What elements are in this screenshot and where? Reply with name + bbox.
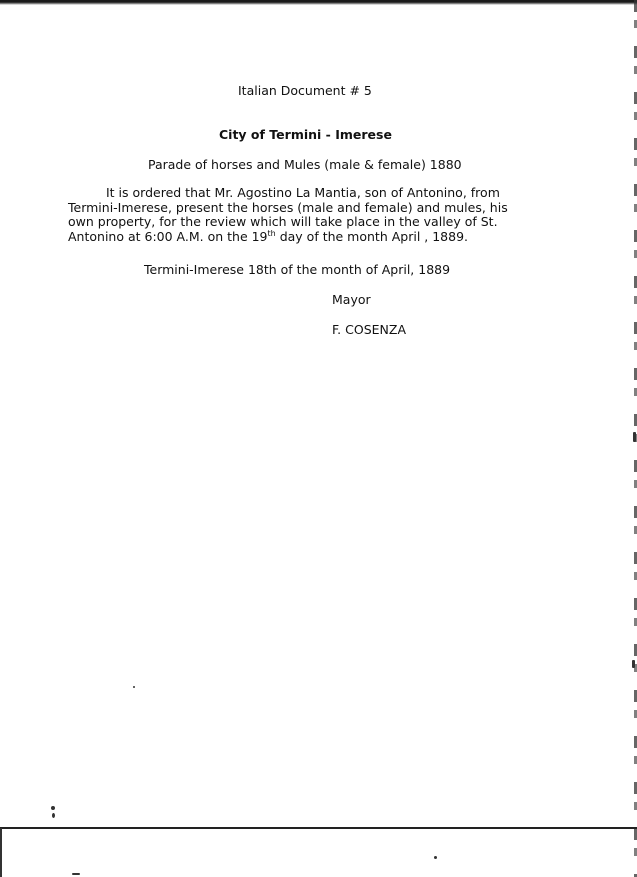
office-title: Mayor [332, 292, 371, 307]
scan-top-edge [0, 0, 637, 5]
scan-speck [633, 432, 636, 442]
scan-speck [434, 856, 437, 859]
signature-name: F. COSENZA [332, 322, 406, 337]
scan-speck [133, 686, 135, 688]
document-body [68, 186, 523, 244]
document-heading: Italian Document # 5 [238, 83, 372, 98]
scan-bottom-edge [0, 827, 637, 829]
scan-speck [52, 813, 55, 818]
scan-speck [51, 806, 55, 810]
ordinal-suffix: th [267, 228, 276, 238]
document-subtitle: Parade of horses and Mules (male & female) 1880 [148, 157, 462, 172]
body-line: Termini-Imerese, present the horses (male and female) and mules, his [68, 199, 508, 215]
scan-left-edge [0, 828, 2, 877]
body-line-text: day of the month April , 1889. [275, 228, 469, 244]
body-line [68, 230, 523, 245]
body-line: It is ordered that Mr. Agostino La Mantia, son of Antonino, from [106, 185, 500, 200]
scan-speck [72, 873, 80, 875]
date-line: Termini-Imerese 18th of the month of April, 1889 [144, 262, 451, 277]
scan-speck [632, 660, 635, 668]
document-title: City of Termini - Imerese [219, 127, 392, 142]
body-line: own property, for the review which will take place in the valley of St. [68, 214, 498, 229]
body-line-text: Antonino at 6:00 A.M. on the 19 [68, 228, 268, 244]
